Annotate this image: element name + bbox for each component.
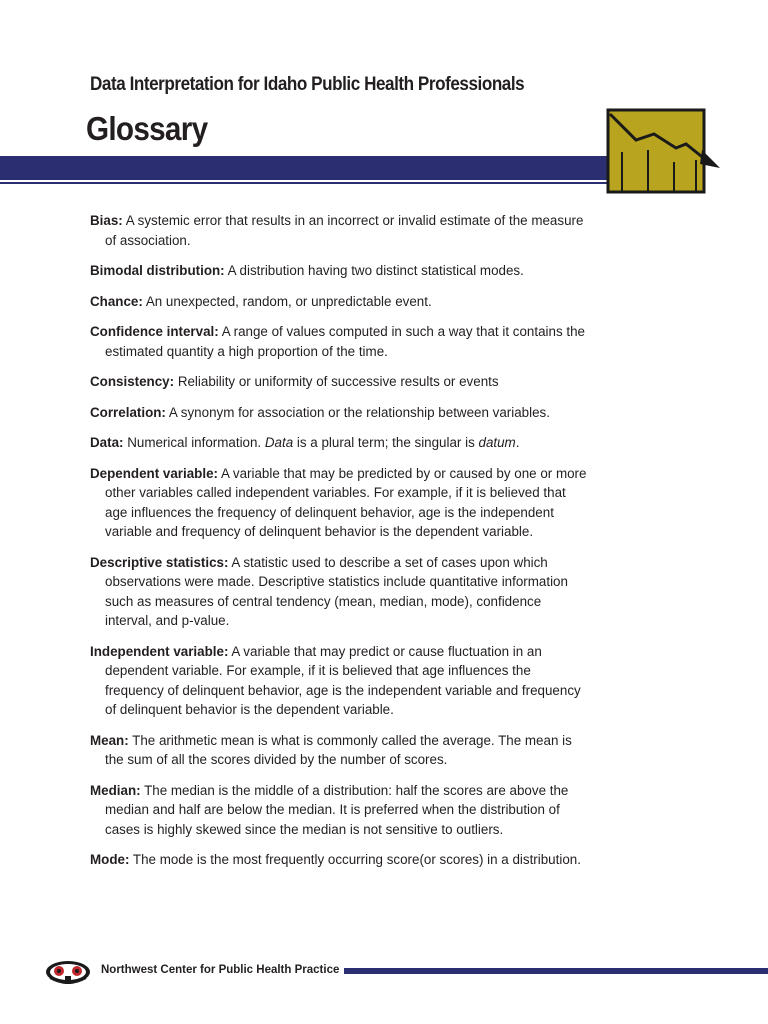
glossary-entry	[90, 553, 590, 631]
glossary-term: Median:	[90, 782, 141, 798]
glossary-term: Bimodal distribution:	[90, 263, 225, 278]
page-subtitle: Data Interpretation for Idaho Public Health Professionals	[90, 74, 525, 95]
glossary-definition: A variable that may predict or cause fluctuation in an dependent variable. For example, if it is believed that age influences the frequency of delinquent behavior, age is the independent variable and frequency of delinquent behavior is the dependent variable.	[105, 643, 581, 717]
glossary-term: Descriptive statistics:	[90, 554, 229, 570]
glossary-term: Correlation:	[90, 404, 166, 420]
glossary-term: Mode:	[90, 852, 130, 867]
glossary-definition: is a plural term; the singular is	[293, 435, 479, 450]
glossary-term: Independent variable:	[90, 643, 229, 659]
page-title: Glossary	[86, 110, 208, 147]
glossary-term: Bias:	[90, 213, 123, 228]
glossary-term: Mean:	[90, 732, 129, 748]
glossary-definition: A range of values computed in such a way that it contains the estimated quantity a high proportion of the time.	[105, 324, 585, 359]
glossary-definition-italic: Data	[264, 435, 294, 450]
header-bar	[0, 156, 612, 180]
glossary-entry	[90, 322, 590, 361]
glossary-entry	[90, 731, 590, 770]
glossary-entry	[90, 372, 590, 392]
glossary-definition: A variable that may be predicted by or caused by one or more other variables called independent variables. For example, if it is believed that age influences the frequency of delinquent behavior, age is the independent variable and frequency of delinquent behavior is the dependent variable.	[105, 465, 587, 539]
glossary-term: Consistency:	[90, 374, 175, 389]
glossary-definition: A statistic used to describe a set of cases upon which observations were made. Descriptive statistics include quantitative information such as measures of central tendency (mean, median, mode), confidence interval, and p-value.	[105, 554, 568, 628]
glossary-definition: A synonym for association or the relationship between variables.	[165, 404, 550, 420]
header-bar-underline	[0, 182, 612, 184]
glossary-entry	[90, 292, 590, 312]
glossary-list	[90, 211, 590, 881]
glossary-definition: Reliability or uniformity of successive results or events	[174, 374, 499, 389]
glossary-entry	[90, 433, 590, 453]
glossary-entry	[90, 642, 590, 720]
glossary-entry	[90, 261, 590, 281]
glossary-term: Confidence interval:	[90, 324, 219, 339]
footer-org-name: Northwest Center for Public Health Practice	[101, 964, 340, 976]
glossary-entry	[90, 211, 590, 250]
northwest-center-logo-icon	[44, 958, 92, 988]
glossary-entry	[90, 403, 590, 423]
glossary-definition: The median is the middle of a distribution: half the scores are above the median and half are below the median. It is preferred when the distribution of cases is highly skewed since the median is not sensitive to outliers.	[105, 782, 569, 837]
footer-bar	[344, 968, 768, 974]
glossary-definition: A distribution having two distinct statistical modes.	[224, 263, 524, 278]
glossary-definition: The arithmetic mean is what is commonly called the average. The mean is the sum of all the scores divided by the number of scores.	[105, 732, 572, 767]
glossary-definition: The mode is the most frequently occurring score(or scores) in a distribution.	[129, 852, 581, 867]
glossary-term: Data:	[90, 435, 124, 450]
glossary-definition: An unexpected, random, or unpredictable event.	[142, 293, 432, 309]
glossary-definition: Numerical information.	[123, 435, 265, 450]
declining-chart-icon	[602, 104, 724, 196]
glossary-definition: A systemic error that results in an incorrect or invalid estimate of the measure of association.	[105, 213, 584, 248]
glossary-term: Dependent variable:	[90, 465, 218, 481]
glossary-entry	[90, 850, 590, 870]
glossary-definition: .	[515, 435, 520, 450]
glossary-term: Chance:	[90, 293, 143, 309]
glossary-entry	[90, 464, 590, 542]
glossary-definition-italic: datum	[478, 435, 516, 450]
glossary-entry	[90, 781, 590, 840]
